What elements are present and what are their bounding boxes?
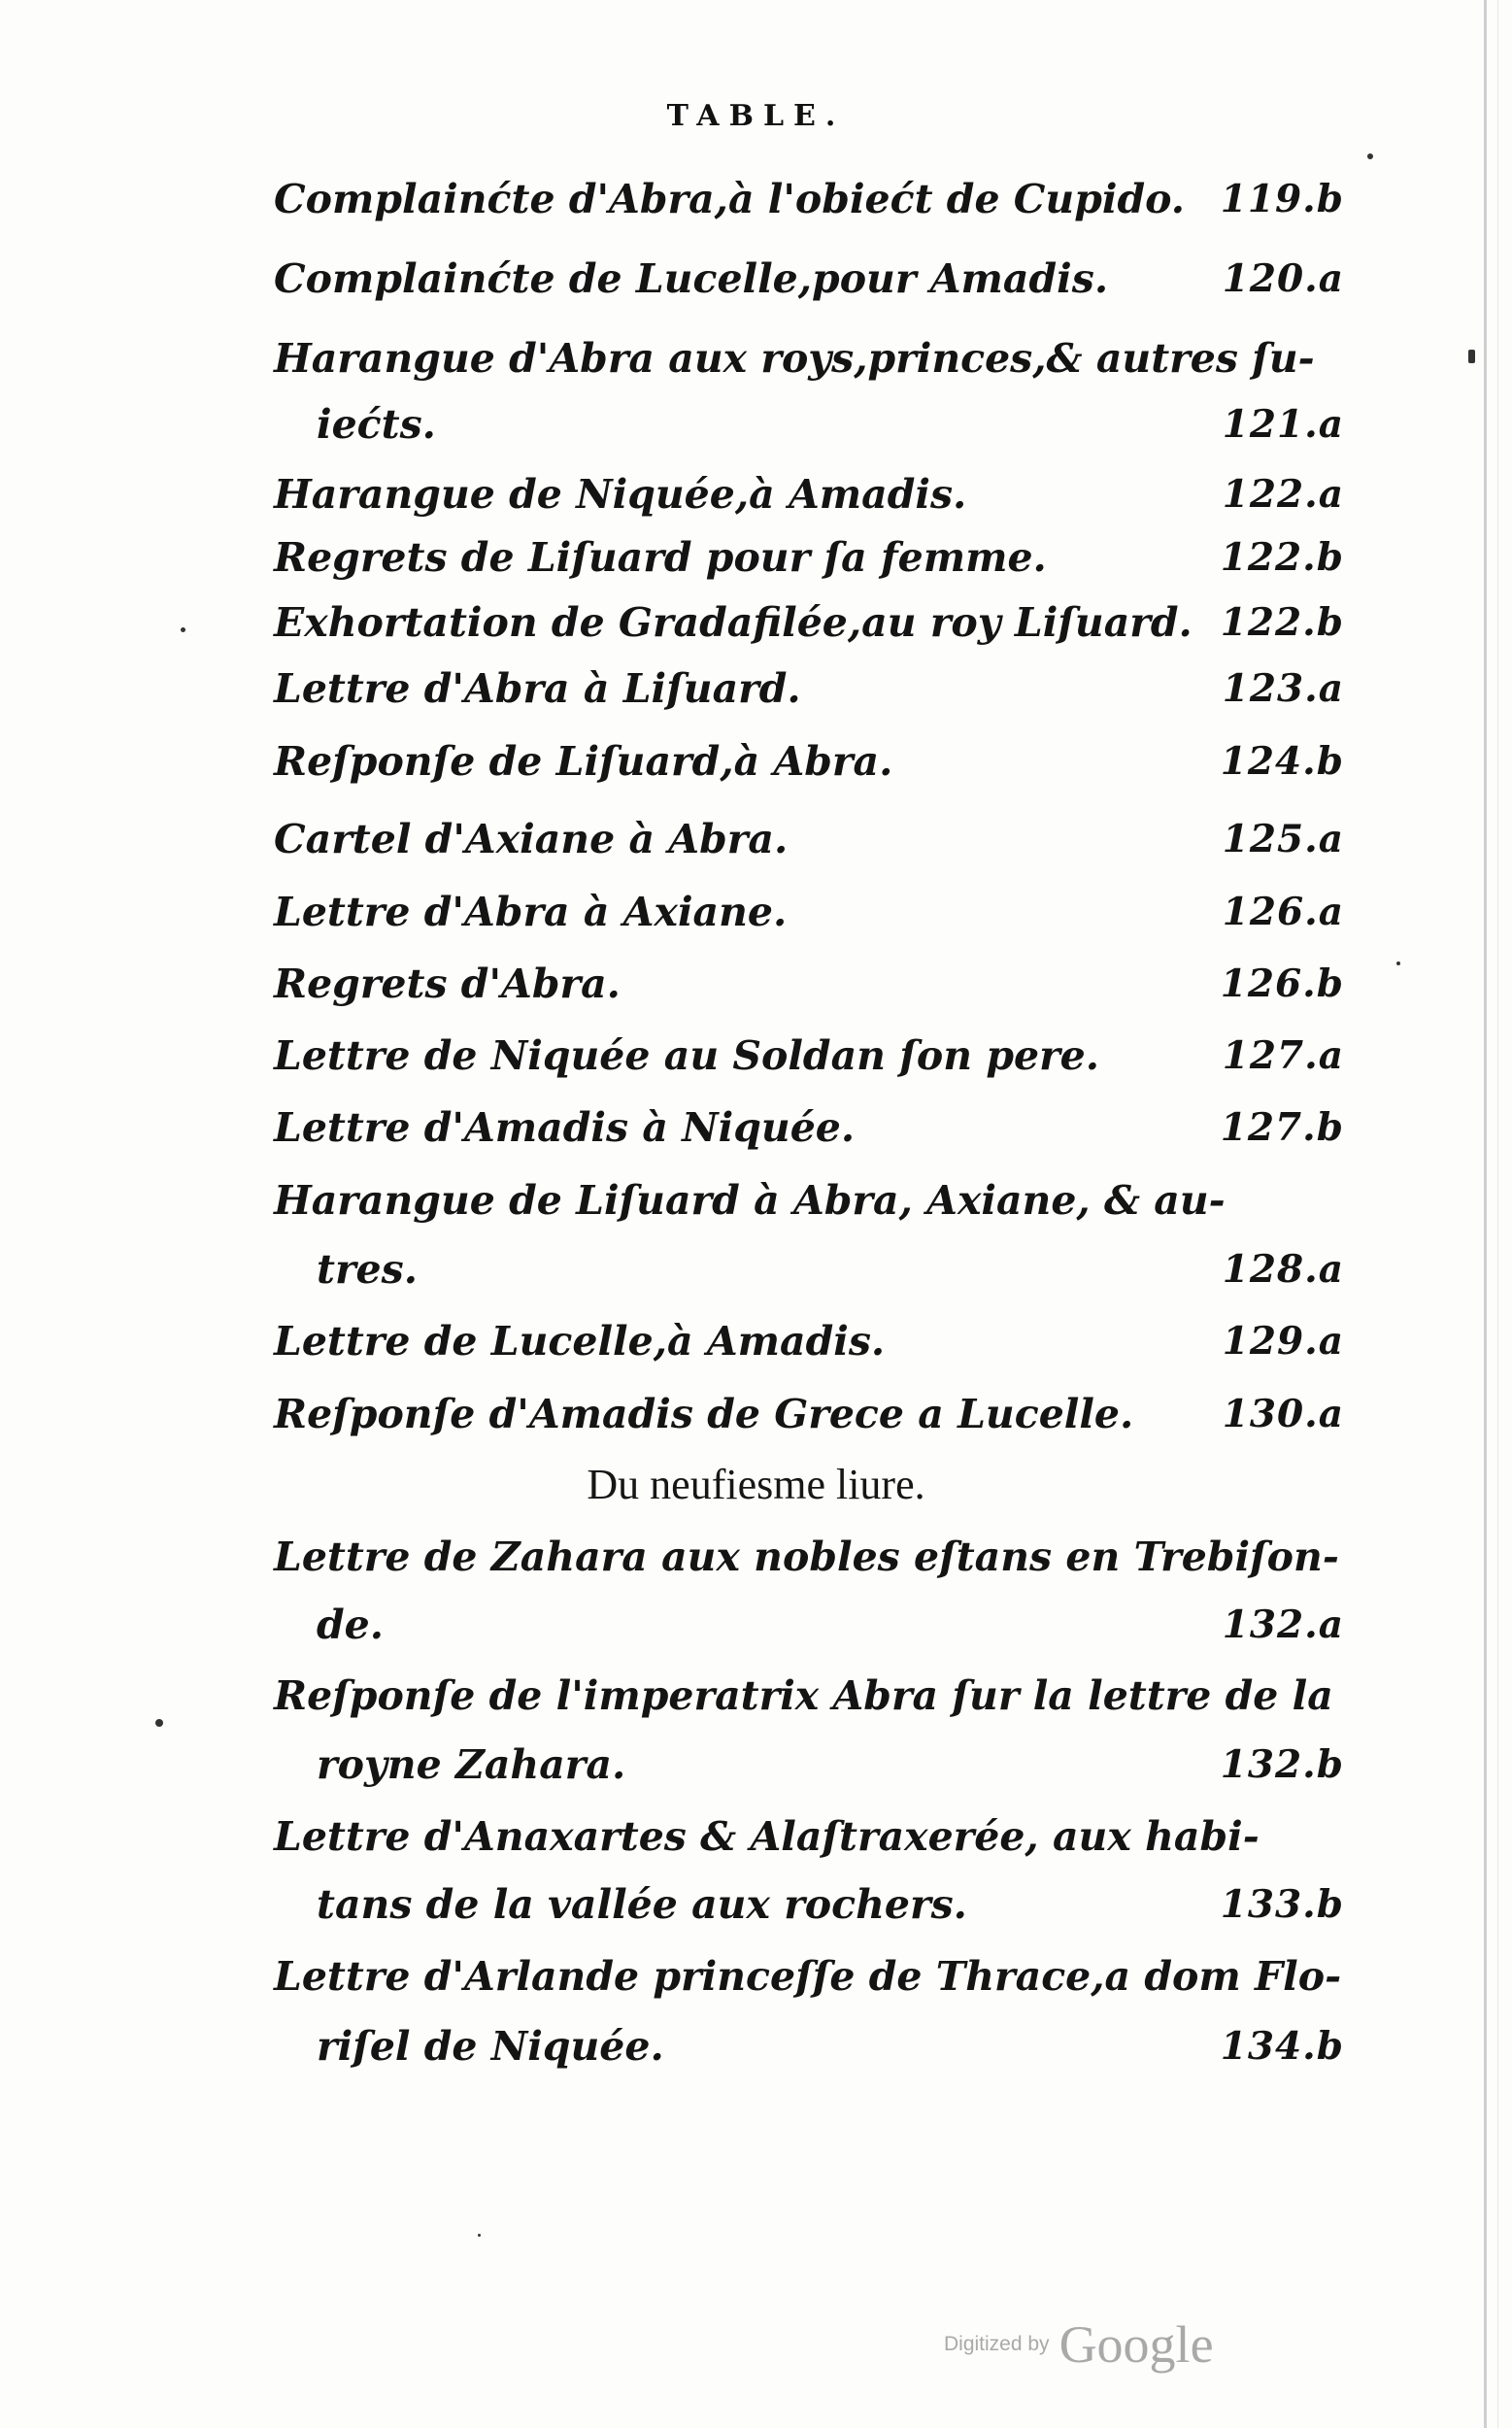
entry-title: Lettre d'Abra à Liſuard. — [274, 665, 801, 712]
toc-entry — [274, 466, 1344, 523]
toc-entry-continuation — [317, 1597, 1344, 1653]
folio-ref: 121.a — [1222, 402, 1344, 447]
entry-title: tans de la vallée aux rochers. — [317, 1881, 967, 1928]
toc-entry — [274, 1099, 1344, 1156]
toc-entry — [274, 1529, 1344, 1585]
entry-title: Harangue d'Abra aux roys,princes,& autres ſu- — [274, 335, 1315, 382]
folio-ref: 132.b — [1220, 1742, 1344, 1787]
toc-entry-continuation — [317, 1241, 1344, 1298]
watermark-prefix: Digitized by — [944, 2333, 1050, 2355]
folio-ref: 127.a — [1222, 1033, 1344, 1078]
entry-title: Lettre d'Abra à Axiane. — [274, 889, 788, 935]
entry-title: Complainćte de Lucelle,pour Amadis. — [274, 255, 1109, 302]
toc-entry — [274, 1386, 1344, 1442]
entry-title: Reſponſe de l'imperatrix Abra ſur la lettre de la — [274, 1672, 1333, 1719]
folio-ref: 130.a — [1222, 1392, 1344, 1436]
entry-title: Lettre d'Arlande princeſſe de Thrace,a dom Flo- — [274, 1953, 1342, 2000]
toc-entry — [274, 330, 1344, 387]
folio-ref: 126.a — [1222, 890, 1344, 934]
entry-title: Exhortation de Gradafilée,au roy Liſuard. — [274, 599, 1193, 646]
entry-title: Lettre de Niquée au Soldan ſon pere. — [274, 1032, 1100, 1079]
toc-entry — [274, 251, 1344, 307]
toc-entry — [274, 1668, 1344, 1724]
digitization-watermark — [944, 2314, 1214, 2375]
entry-title: Reſponſe d'Amadis de Grece a Lucelle. — [274, 1391, 1134, 1437]
entry-title: Lettre de Zahara aux nobles eſtans en Trebiſon- — [274, 1534, 1339, 1580]
folio-ref: 132.a — [1222, 1602, 1344, 1647]
toc-entry — [274, 529, 1344, 586]
entry-title: Regrets de Liſuard pour ſa femme. — [274, 534, 1047, 581]
folio-ref: 125.a — [1222, 817, 1344, 861]
entry-title: Lettre d'Anaxartes & Alaſtraxerée, aux habi- — [274, 1813, 1260, 1860]
folio-ref: 123.a — [1222, 666, 1344, 711]
toc-entry-continuation — [317, 1737, 1344, 1793]
folio-ref: 122.b — [1220, 535, 1344, 580]
scan-speck — [478, 2234, 481, 2237]
folio-ref: 120.a — [1222, 256, 1344, 301]
folio-ref: 126.b — [1220, 961, 1344, 1006]
entry-title: Lettre de Lucelle,à Amadis. — [274, 1318, 886, 1365]
entry-title: iećts. — [317, 401, 436, 448]
entry-title: riſel de Niquée. — [317, 2023, 664, 2070]
toc-entry — [274, 1028, 1344, 1084]
scan-speck — [1396, 961, 1400, 965]
entry-title: royne Zahara. — [317, 1741, 626, 1788]
toc-entry — [274, 956, 1344, 1012]
scan-speck — [181, 627, 185, 632]
folio-ref: 134.b — [1220, 2024, 1344, 2069]
toc-entry — [274, 733, 1344, 790]
toc-entry — [274, 594, 1344, 651]
entry-title: Harangue de Niquée,à Amadis. — [274, 471, 967, 518]
folio-ref: 133.b — [1220, 1882, 1344, 1927]
scan-speck — [1367, 153, 1373, 159]
section-heading: Du neufiesme liure. — [587, 1461, 925, 1508]
toc-entry — [274, 811, 1344, 867]
entry-title: Cartel d'Axiane à Abra. — [274, 816, 789, 862]
scan-speck — [1468, 350, 1475, 363]
toc-entry-continuation — [317, 2018, 1344, 2074]
entry-title: Lettre d'Amadis à Niquée. — [274, 1104, 856, 1151]
entry-title: de. — [317, 1602, 385, 1648]
entry-title: Complainćte d'Abra,à l'obiećt de Cupido. — [274, 176, 1186, 222]
folio-ref: 127.b — [1220, 1105, 1344, 1150]
toc-entry — [274, 1808, 1344, 1865]
toc-entry — [274, 1172, 1344, 1229]
binding-edge-shadow — [1497, 0, 1498, 2428]
entry-title: Regrets d'Abra. — [274, 961, 621, 1007]
entry-title: Harangue de Liſuard à Abra, Axiane, & au- — [274, 1177, 1226, 1224]
scan-speck — [155, 1719, 163, 1727]
folio-ref: 122.b — [1220, 600, 1344, 645]
entry-title: Reſponſe de Liſuard,à Abra. — [274, 738, 893, 785]
folio-ref: 124.b — [1220, 739, 1344, 784]
toc-entry-continuation — [317, 396, 1344, 453]
google-logo: Google — [1058, 2315, 1214, 2374]
folio-ref: 128.a — [1222, 1247, 1344, 1292]
toc-entry — [274, 884, 1344, 940]
toc-entry — [274, 660, 1344, 717]
entry-title: tres. — [317, 1246, 418, 1293]
toc-entry-continuation — [317, 1876, 1344, 1933]
toc-entry — [274, 171, 1344, 227]
toc-entry — [274, 1313, 1344, 1369]
folio-ref: 119.b — [1220, 177, 1344, 221]
binding-edge — [1484, 0, 1487, 2428]
toc-entry — [274, 1948, 1344, 2005]
running-header: TABLE. — [666, 99, 846, 133]
folio-ref: 122.a — [1222, 472, 1344, 517]
folio-ref: 129.a — [1222, 1319, 1344, 1364]
